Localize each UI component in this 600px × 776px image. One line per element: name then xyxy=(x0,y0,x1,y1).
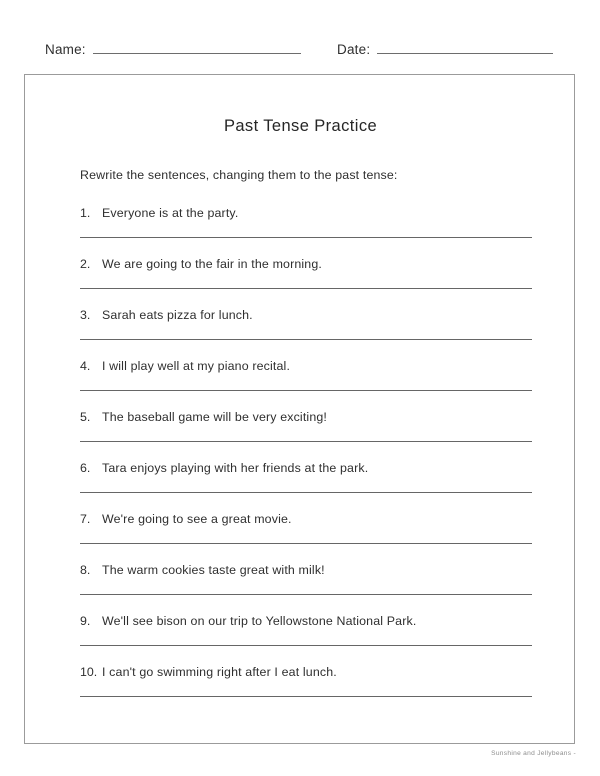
question-sentence: I will play well at my piano recital. xyxy=(102,359,291,373)
list-item xyxy=(80,461,540,512)
question-sentence: We are going to the fair in the morning. xyxy=(102,257,322,271)
question-number: 2. xyxy=(80,257,91,271)
question-number: 3. xyxy=(80,308,91,322)
question-number: 7. xyxy=(80,512,91,526)
list-item xyxy=(80,206,540,257)
question-number: 1. xyxy=(80,206,91,220)
name-write-line[interactable] xyxy=(93,41,301,54)
worksheet-page-box xyxy=(24,74,575,744)
list-item xyxy=(80,665,540,716)
worksheet-header xyxy=(0,41,600,65)
answer-write-line[interactable] xyxy=(80,390,532,391)
answer-write-line[interactable] xyxy=(80,645,532,646)
answer-write-line[interactable] xyxy=(80,492,532,493)
answer-write-line[interactable] xyxy=(80,441,532,442)
answer-write-line[interactable] xyxy=(80,288,532,289)
answer-write-line[interactable] xyxy=(80,543,532,544)
date-field xyxy=(337,41,553,57)
list-item xyxy=(80,257,540,308)
list-item xyxy=(80,512,540,563)
question-number: 9. xyxy=(80,614,91,628)
instructions-text: Rewrite the sentences, changing them to the past tense: xyxy=(80,168,398,182)
question-number: 4. xyxy=(80,359,91,373)
question-sentence: Tara enjoys playing with her friends at the park. xyxy=(102,461,369,475)
question-sentence: We're going to see a great movie. xyxy=(102,512,292,526)
footer-credit: Sunshine and Jellybeans - xyxy=(491,750,576,757)
name-label: Name: xyxy=(45,42,86,57)
question-number: 6. xyxy=(80,461,91,475)
answer-write-line[interactable] xyxy=(80,696,532,697)
question-number: 5. xyxy=(80,410,91,424)
list-item xyxy=(80,308,540,359)
question-number: 10. xyxy=(80,665,98,679)
list-item xyxy=(80,410,540,461)
date-label: Date: xyxy=(337,42,371,57)
question-sentence: Everyone is at the party. xyxy=(102,206,239,220)
list-item xyxy=(80,614,540,665)
answer-write-line[interactable] xyxy=(80,339,532,340)
question-sentence: I can't go swimming right after I eat lunch. xyxy=(102,665,337,679)
name-field xyxy=(45,41,301,57)
question-sentence: We'll see bison on our trip to Yellowstone National Park. xyxy=(102,614,417,628)
list-item xyxy=(80,359,540,410)
page-title: Past Tense Practice xyxy=(223,117,378,135)
question-sentence: The warm cookies taste great with milk! xyxy=(102,563,325,577)
answer-write-line[interactable] xyxy=(80,237,532,238)
list-item xyxy=(80,563,540,614)
question-sentence: The baseball game will be very exciting! xyxy=(102,410,328,424)
question-sentence: Sarah eats pizza for lunch. xyxy=(102,308,253,322)
question-list xyxy=(80,206,540,716)
date-write-line[interactable] xyxy=(377,41,553,54)
question-number: 8. xyxy=(80,563,91,577)
answer-write-line[interactable] xyxy=(80,594,532,595)
